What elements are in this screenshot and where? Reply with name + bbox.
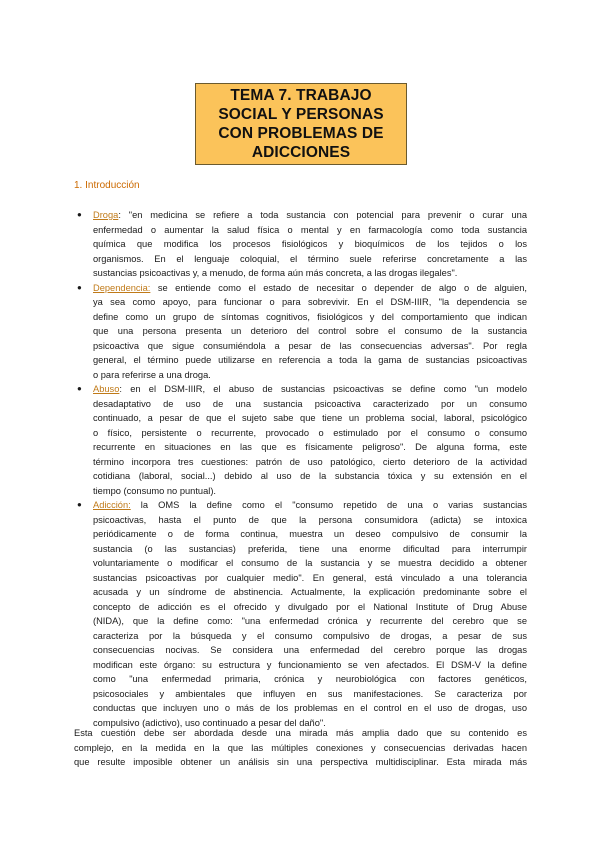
title-line: ADICCIONES [251, 144, 351, 161]
text-line: química que modifica los procesos fisiológicos y bioquímicos de los tejidos o los [93, 239, 527, 249]
text-line: sustancias psicoactivas y, a menudo, de forma aún más concreta, a las drogas ilegales". [93, 268, 458, 278]
definition-item [77, 281, 527, 383]
text-line: concepto de adicción es el ofrecido y divulgado por el National Institute of Drug Abuse [93, 601, 527, 612]
text-line: sustancia (o las sustancias) preferida, tiene una enorme dificultad para interrumpir [93, 543, 527, 554]
text-line: psicosociales y ambientales que influyen en sus manifestaciones. Se caracteriza por [93, 688, 527, 699]
title-line: CON PROBLEMAS DE [218, 125, 384, 142]
text-line: recurrente en situaciones en las que es físicamente peligroso". De alguna forma, este [93, 442, 527, 452]
text-line: modifican este órgano: su estructura y funcionamiento se ven afectados. El DSM-V la define [93, 659, 527, 670]
text-line: periódicamente o de forma continua, muestra un deseo compulsivo de consumir la [93, 529, 527, 539]
text-line: caracteriza por la búsqueda y el consumo compulsivo de drogas, a pesar de sus [93, 630, 527, 641]
text-line: sustancias psicoactivas por cualquier medio". En general, está vinculado a una tolerancia [93, 572, 527, 583]
definition-item [77, 208, 527, 281]
term-label: Abuso [93, 384, 120, 394]
term-label: Dependencia: [93, 282, 151, 293]
section-heading: 1. Introducción [74, 180, 140, 191]
text-line: complejo, en la medida en la que las múltiples conexiones y consecuencias derivadas hacen [74, 742, 527, 753]
term-definition-start: se entiende como el estado de necesitar o depender de algo o de alguien, [150, 282, 527, 293]
term-definition-start: : "en medicina se refiere a toda sustancia con potencial para prevenir o curar una [118, 210, 527, 220]
text-line: que una persona presenta un deterioro del control sobre el consumo de la sustancia [93, 326, 527, 336]
text-line: o para referirse a una droga. [93, 369, 211, 380]
text-line: organismos. En el lenguaje coloquial, el término suele referirse concretamente a las [93, 253, 527, 264]
text-line: tiempo (consumo no puntual). [93, 485, 216, 496]
text-line: enfermedad o aumentar la salud física o mental y en farmacología como toda sustancia [93, 224, 527, 235]
definition-list [77, 208, 527, 730]
text-line [93, 281, 527, 296]
text-line: compulsivo (adictivo), uso continuado a pesar del daño". [93, 717, 326, 728]
definition-item [77, 382, 527, 498]
text-line: desadaptativo de uso de una sustancia psicoactiva caracterizado por un consumo [93, 398, 527, 409]
text-line: define como un grupo de síntomas cognitivos, fisiológicos y del comportamiento que indican [93, 311, 527, 322]
text-line: término incorpora tres cuestiones: patrón de uso patológico, cierto deterioro de la actividad [93, 456, 527, 467]
title-box [195, 83, 407, 165]
text-line: psicoactiva que sigue consumiéndola a pesar de las consecuencias adversas". Por regla [93, 340, 527, 351]
term-definition-start: la OMS la define como el "consumo repetido de una o varias sustancias [130, 500, 527, 510]
text-line: general, el término puede utilizarse en referencia a toda la gama de sustancias psicoactivas [93, 355, 527, 365]
title-line: SOCIAL Y PERSONAS [218, 106, 384, 123]
text-line: consecuencias nocivas. Se considera una enfermedad del cerebro porque las drogas [93, 645, 527, 655]
term-label: Adicción: [93, 500, 131, 510]
bullet-icon: ● [77, 384, 82, 393]
text-line [93, 498, 527, 513]
text-line: como "una enfermedad primaria, crónica y neurobiológica con factores genéticos, [93, 674, 527, 684]
text-line: voluntariamente o modificar el consumo de la sustancia y se muestra decidido a obtener [93, 558, 527, 568]
text-line: acusada y un síndrome de abstinencia. Actualmente, la explicación predominante sobre el [93, 587, 527, 597]
term-label: Droga [93, 210, 119, 220]
text-line [93, 208, 527, 223]
text-line: continuado, a pesar de que el sujeto sabe que tiene un problema social, laboral, psicológico [93, 413, 527, 423]
bullet-icon: ● [77, 282, 82, 292]
bullet-icon: ● [77, 210, 82, 219]
term-definition-start: : en el DSM-IIIR, el abuso de sustancias psicoactivas se define como "un modelo [119, 384, 527, 394]
bullet-icon: ● [77, 500, 82, 509]
text-line: conductas que incluyen uno o más de los problemas en el control en el uso de drogas, uso [93, 703, 527, 713]
text-line: que resulte imposible obtener un análisis sin una perspectiva multidisciplinar. Esta mirada más [74, 757, 527, 767]
text-line [93, 382, 527, 397]
title-line: TEMA 7. TRABAJO [230, 87, 372, 104]
definition-item [77, 498, 527, 730]
text-line: o físico, persistente o recurrente, provocado o estimulado por el consumo o consumo [93, 427, 527, 438]
text-line: psicoactivas, hasta el punto de que la persona consumidora (adicta) se intoxica [93, 514, 527, 525]
text-line: cotidiana (laboral, social...) debido al uso de la substancia tóxica y su extensión en el [93, 471, 527, 481]
text-line: (NIDA), que la define como: "una enfermedad crónica y recurrente del cerebro que se [93, 616, 527, 626]
text-line: ya sea como apoyo, para funcionar o para sobrevivir. En el DSM-IIIR, "la dependencia se [93, 297, 527, 307]
body-paragraph [74, 726, 527, 770]
text-line: Esta cuestión debe ser abordada desde una mirada más amplia dado que su contenido es [74, 728, 527, 738]
